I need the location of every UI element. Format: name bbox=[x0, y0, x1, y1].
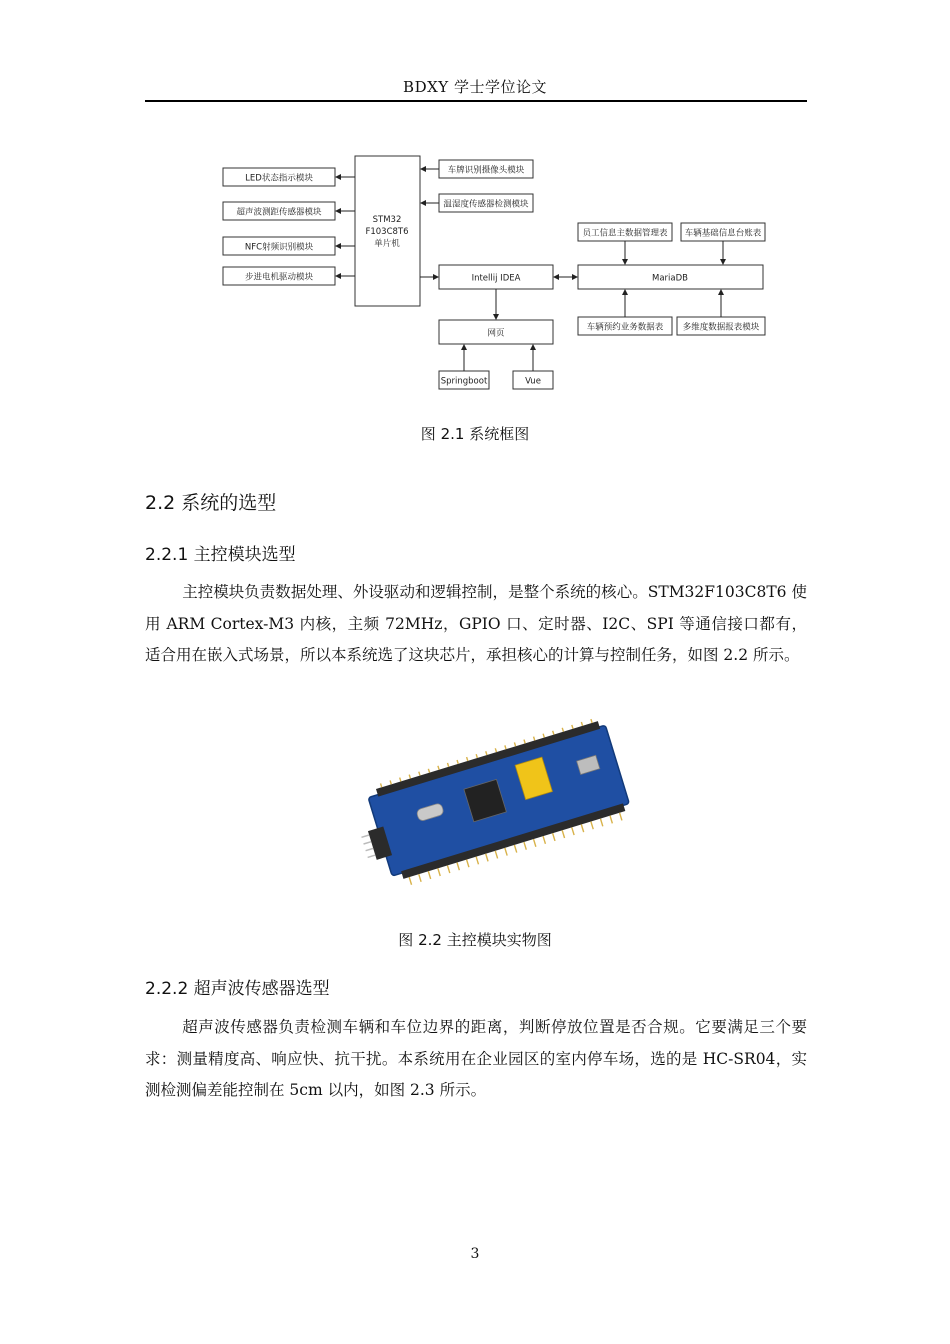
vehicle-table-label: 车辆基础信息台账表 bbox=[684, 228, 762, 239]
ultrasonic-module-label: 超声波测距传感器模块 bbox=[236, 207, 322, 218]
figure-2-1-caption: 图 2.1 系统框图 bbox=[420, 425, 530, 443]
section-heading-2-2: 2.2 系统的选型 bbox=[145, 492, 277, 514]
employee-table-label: 员工信息主数据管理表 bbox=[582, 228, 668, 239]
booking-table-label: 车辆预约业务数据表 bbox=[586, 322, 664, 333]
stepper-module-label: 步进电机驱动模块 bbox=[244, 272, 314, 283]
vue-label: Vue bbox=[525, 376, 541, 387]
paragraph-main-controller: 主控模块负责数据处理、外设驱动和逻辑控制，是整个系统的核心。STM32F103C8T6 使用 ARM Cortex-M3 内核，主频 72MHz，GPIO 口、定时器、I2C、SPI 等通信接口都有，适合用在嵌入式场景，所以本系统选了这块芯片，承担核心的计算与控制任务，如图 2.2 所示。 bbox=[145, 583, 807, 664]
web-label: 网页 bbox=[487, 328, 505, 339]
figure-2-2-caption: 图 2.2 主控模块实物图 bbox=[398, 931, 552, 949]
mariadb-label: MariaDB bbox=[652, 273, 688, 284]
nfc-module-label: NFC射频识别模块 bbox=[244, 242, 314, 253]
led-module-label: LED状态指示模块 bbox=[245, 173, 313, 184]
mcu-label-line1: STM32 bbox=[372, 215, 402, 225]
section-heading-2-2-2: 2.2.2 超声波传感器选型 bbox=[145, 979, 330, 999]
camera-module-label: 车牌识别摄像头模块 bbox=[447, 165, 525, 176]
mcu-label-line2: F103C8T6 bbox=[365, 227, 409, 237]
mcu-label-line3: 单片机 bbox=[374, 239, 400, 249]
temp-module-label: 温湿度传感器检测模块 bbox=[443, 199, 529, 210]
idea-label: Intellij IDEA bbox=[471, 273, 521, 284]
paragraph-ultrasonic-sensor: 超声波传感器负责检测车辆和车位边界的距离，判断停放位置是否合规。它要满足三个要求：测量精度高、响应快、抗干扰。本系统用在企业园区的室内停车场，选的是 HC-SR04，实测检测偏差能控制在 5cm 以内，如图 2.3 所示。 bbox=[145, 1018, 807, 1099]
system-block-diagram bbox=[215, 150, 775, 395]
page-number: 3 bbox=[470, 1246, 480, 1262]
header-rule bbox=[145, 100, 807, 102]
springboot-label: Springboot bbox=[440, 376, 488, 387]
report-module-label: 多维度数据报表模块 bbox=[682, 322, 760, 333]
running-header: BDXY 学士学位论文 bbox=[403, 78, 547, 96]
stm32-board-image bbox=[358, 710, 638, 900]
section-heading-2-2-1: 2.2.1 主控模块选型 bbox=[145, 545, 296, 565]
